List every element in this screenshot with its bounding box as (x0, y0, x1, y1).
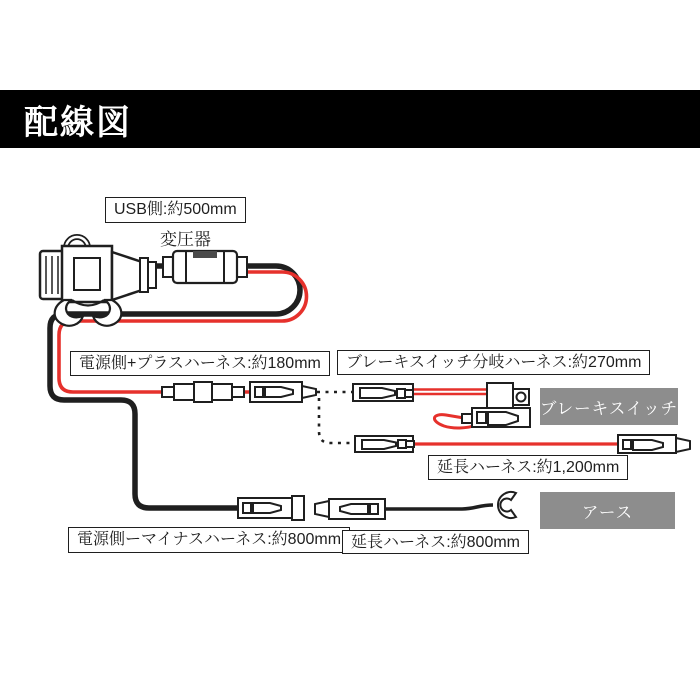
branch-female-connector (353, 384, 413, 401)
brake-branch-harness (353, 383, 530, 428)
label-minus-harness: 電源側ーマイナスハーネス:約800mm (68, 527, 350, 553)
ext1200-male-connector (618, 435, 690, 453)
dotted-connection-lines (317, 392, 352, 443)
label-transformer: 変圧器 (160, 230, 211, 249)
earth-fork-terminal (498, 492, 516, 518)
extension-harness-800 (315, 492, 516, 519)
branch-lower-connector (462, 408, 530, 427)
label-brake-branch-harness: ブレーキスイッチ分岐ハーネス:約270mm (337, 350, 650, 375)
plus-harness-male-connector (250, 382, 316, 402)
label-extension-800: 延長ハーネス:約800mm (342, 530, 529, 554)
brake-switch-badge: ブレーキスイッチ (540, 388, 678, 425)
label-usb-side: USB側:約500mm (105, 197, 246, 223)
transformer-component (163, 251, 247, 283)
plus-harness-fuse-joint (162, 382, 244, 402)
ext800-male-connector (315, 499, 385, 519)
ext1200-female-connector (355, 436, 414, 452)
label-extension-1200: 延長ハーネス:約1,200mm (428, 455, 628, 480)
minus-harness-connector (238, 496, 304, 520)
earth-badge: アース (540, 492, 675, 529)
extension-harness-1200 (355, 435, 690, 453)
page-title: 配線図 (24, 103, 132, 142)
branch-ring-connector (487, 383, 529, 408)
label-plus-harness: 電源側+プラスハーネス:約180mm (70, 351, 330, 376)
